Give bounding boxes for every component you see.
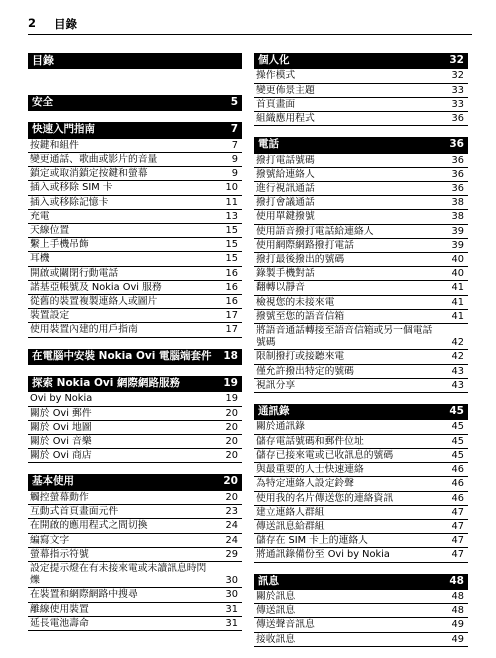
entry-title: 儲存電話號碼和郵件位址 bbox=[256, 435, 364, 447]
entry-page-number: 31 bbox=[225, 617, 238, 629]
entry-page-number: 24 bbox=[225, 534, 238, 546]
entry-page-number: 7 bbox=[231, 139, 238, 151]
header-title: 目錄 bbox=[54, 17, 77, 31]
entry-page-number: 17 bbox=[225, 310, 238, 322]
entry-page-number: 46 bbox=[451, 492, 464, 504]
entry-page-number: 42 bbox=[451, 351, 464, 363]
entry-page-number: 47 bbox=[451, 520, 464, 532]
left-column bbox=[28, 53, 242, 642]
section-page-number: 7 bbox=[230, 123, 238, 136]
entry-page-number: 45 bbox=[451, 435, 464, 447]
section-heading[interactable] bbox=[254, 574, 468, 590]
entry-page-number: 46 bbox=[451, 478, 464, 490]
entry-page-number: 10 bbox=[225, 182, 238, 194]
entry-title: 為特定連絡人設定鈴聲 bbox=[256, 478, 354, 490]
entry-page-number: 39 bbox=[451, 225, 464, 237]
entry-title: 天線位置 bbox=[30, 225, 70, 237]
section-heading[interactable] bbox=[28, 474, 242, 490]
entry-title: 視訊分享 bbox=[256, 379, 296, 391]
toc-entry[interactable] bbox=[254, 324, 468, 350]
toc-entry[interactable] bbox=[254, 365, 468, 379]
entry-title: 使用裝置內建的用戶指南 bbox=[30, 324, 138, 336]
entry-page-number: 13 bbox=[225, 210, 238, 222]
entry-title: 操作模式 bbox=[256, 70, 296, 82]
entry-page-number: 11 bbox=[225, 196, 238, 208]
entry-page-number: 23 bbox=[225, 506, 238, 518]
entry-page-number: 49 bbox=[451, 619, 464, 631]
entry-title: 錄製手機對話 bbox=[256, 268, 315, 280]
toc-entry[interactable] bbox=[254, 84, 468, 98]
toc-entry[interactable] bbox=[254, 604, 468, 618]
entry-title: 與最重要的人士快速連絡 bbox=[256, 464, 364, 476]
toc-entry[interactable] bbox=[28, 548, 242, 562]
page-number: 2 bbox=[28, 16, 37, 30]
toc-entry[interactable] bbox=[28, 617, 242, 631]
toc-entry[interactable] bbox=[254, 98, 468, 112]
entry-page-number: 46 bbox=[451, 464, 464, 476]
section-heading[interactable] bbox=[28, 376, 242, 392]
toc-entry[interactable] bbox=[254, 420, 468, 434]
toc-entry[interactable] bbox=[28, 588, 242, 602]
entry-title: 使用我的名片傳送您的連絡資訊 bbox=[256, 492, 394, 504]
toc-entry[interactable] bbox=[28, 421, 242, 435]
entry-title: 從舊的裝置複製連絡人或圖片 bbox=[30, 296, 158, 308]
entry-title: 裝置設定 bbox=[30, 310, 70, 322]
toc-entry[interactable] bbox=[254, 267, 468, 281]
entry-title: 儲存已接來電或已收訊息的號碼 bbox=[256, 449, 394, 461]
toc-entry[interactable] bbox=[28, 252, 242, 266]
toc-entry[interactable] bbox=[254, 463, 468, 477]
section-heading[interactable] bbox=[28, 95, 242, 111]
entry-title: 撥打最後撥出的號碼 bbox=[256, 254, 345, 266]
toc-entry[interactable] bbox=[254, 506, 468, 520]
toc-entry[interactable] bbox=[254, 154, 468, 168]
right-column bbox=[254, 53, 468, 658]
toc-entry[interactable] bbox=[28, 295, 242, 309]
toc-entry[interactable] bbox=[28, 238, 242, 252]
section-heading[interactable] bbox=[254, 137, 468, 153]
entry-title: 使用單鍵撥號 bbox=[256, 211, 315, 223]
toc-entry[interactable] bbox=[254, 210, 468, 224]
entry-page-number: 31 bbox=[225, 603, 238, 615]
toc-entry[interactable] bbox=[28, 534, 242, 548]
entry-title: 觸控螢幕動作 bbox=[30, 491, 89, 503]
entry-page-number: 20 bbox=[225, 436, 238, 448]
toc-title: 目錄 bbox=[28, 53, 242, 69]
section-heading[interactable] bbox=[28, 122, 242, 138]
section-page-number: 32 bbox=[449, 54, 464, 66]
entry-page-number: 20 bbox=[225, 491, 238, 503]
entry-title: 限制撥打或接聽來電 bbox=[256, 351, 345, 363]
toc-entry[interactable] bbox=[254, 168, 468, 182]
toc-entry[interactable] bbox=[254, 477, 468, 491]
entry-title: 關於 Ovi 音樂 bbox=[30, 436, 92, 448]
entry-title: 撥打電話號碼 bbox=[256, 154, 315, 166]
entry-page-number: 43 bbox=[451, 379, 464, 391]
toc-entry[interactable] bbox=[28, 603, 242, 617]
toc-section bbox=[28, 474, 242, 630]
entry-title: 離線使用裝置 bbox=[30, 603, 89, 615]
toc-entry[interactable] bbox=[28, 392, 242, 406]
section-page-number: 19 bbox=[223, 377, 238, 390]
entry-page-number: 20 bbox=[225, 450, 238, 462]
entry-title: Ovi by Nokia bbox=[30, 393, 93, 405]
toc-entry[interactable] bbox=[254, 534, 468, 548]
entry-title: 儲存在 SIM 卡上的連絡人 bbox=[256, 535, 368, 547]
toc-section bbox=[28, 349, 242, 365]
section-title: 訊息 bbox=[258, 574, 279, 587]
entry-title: 進行視訊通話 bbox=[256, 183, 315, 195]
toc-entry[interactable] bbox=[254, 548, 468, 562]
entry-title: 互動式首頁畫面元件 bbox=[30, 506, 119, 518]
entry-page-number: 43 bbox=[451, 365, 464, 377]
toc-entry[interactable] bbox=[28, 153, 242, 167]
entry-title: 撥打會議通話 bbox=[256, 197, 315, 209]
toc-entry[interactable] bbox=[28, 309, 242, 323]
toc-entry[interactable] bbox=[254, 253, 468, 267]
entry-page-number: 15 bbox=[225, 253, 238, 265]
toc-entry[interactable] bbox=[28, 407, 242, 421]
entry-page-number: 24 bbox=[225, 520, 238, 532]
section-title: 電話 bbox=[258, 138, 279, 151]
entry-title: 變更通話、歌曲或影片的音量 bbox=[30, 154, 158, 166]
toc-entry[interactable] bbox=[254, 590, 468, 604]
entry-title: 按鍵和組件 bbox=[30, 139, 79, 151]
section-heading[interactable] bbox=[28, 349, 242, 365]
toc-entry[interactable] bbox=[28, 435, 242, 449]
entry-title: 檢視您的未接來電 bbox=[256, 296, 335, 308]
toc-entry[interactable] bbox=[28, 267, 242, 281]
toc-entry[interactable] bbox=[254, 310, 468, 324]
toc-entry[interactable] bbox=[254, 350, 468, 364]
entry-page-number: 38 bbox=[451, 197, 464, 209]
entry-title: 接收訊息 bbox=[256, 633, 296, 645]
entry-page-number: 33 bbox=[451, 98, 464, 110]
entry-page-number: 36 bbox=[451, 168, 464, 180]
entry-title: 螢幕指示符號 bbox=[30, 548, 89, 560]
entry-page-number: 47 bbox=[451, 535, 464, 547]
toc-entry[interactable] bbox=[28, 519, 242, 533]
toc-entry[interactable] bbox=[254, 69, 468, 83]
section-page-number: 36 bbox=[449, 138, 464, 151]
toc-section bbox=[254, 574, 468, 647]
toc-entry[interactable] bbox=[254, 520, 468, 534]
entry-page-number: 20 bbox=[225, 421, 238, 433]
entry-title: 關於 Ovi 郵件 bbox=[30, 407, 92, 419]
entry-page-number: 30 bbox=[225, 575, 238, 587]
toc-entry[interactable] bbox=[254, 618, 468, 632]
entry-page-number: 49 bbox=[451, 633, 464, 645]
entry-title: 使用語音撥打電話給連絡人 bbox=[256, 225, 374, 237]
toc-entry[interactable] bbox=[28, 281, 242, 295]
entry-page-number: 41 bbox=[451, 310, 464, 322]
entry-page-number: 41 bbox=[451, 282, 464, 294]
toc-entry[interactable] bbox=[254, 225, 468, 239]
entry-page-number: 36 bbox=[451, 113, 464, 125]
toc-entry[interactable] bbox=[28, 210, 242, 224]
entry-page-number: 15 bbox=[225, 239, 238, 251]
entry-title: 鎖定或取消鎖定按鍵和螢幕 bbox=[30, 168, 148, 180]
toc-entry[interactable] bbox=[28, 491, 242, 505]
entry-page-number: 47 bbox=[451, 549, 464, 561]
entry-page-number: 33 bbox=[451, 84, 464, 96]
entry-title: 傳送訊息 bbox=[256, 605, 296, 617]
entry-page-number: 16 bbox=[225, 267, 238, 279]
toc-entry[interactable] bbox=[254, 379, 468, 393]
toc-section bbox=[254, 137, 468, 393]
toc-section bbox=[28, 122, 242, 337]
entry-page-number: 45 bbox=[451, 421, 464, 433]
entry-page-number: 20 bbox=[225, 407, 238, 419]
section-page-number: 18 bbox=[223, 349, 238, 362]
entry-title: 延長電池壽命 bbox=[30, 617, 89, 629]
toc-section bbox=[28, 95, 242, 111]
entry-title: 在裝置和網際網路中搜尋 bbox=[30, 589, 138, 601]
toc-section bbox=[28, 376, 242, 463]
entry-title: 開啟或關閉行動電話 bbox=[30, 267, 119, 279]
entry-title: 編寫文字 bbox=[30, 534, 70, 546]
entry-title: 組織應用程式 bbox=[256, 113, 315, 125]
entry-page-number: 15 bbox=[225, 225, 238, 237]
entry-title: 關於 Ovi 地圖 bbox=[30, 421, 92, 433]
toc-entry[interactable] bbox=[28, 181, 242, 195]
toc-entry[interactable] bbox=[254, 633, 468, 647]
entry-title: 僅允許撥出特定的號碼 bbox=[256, 365, 354, 377]
section-title: 基本使用 bbox=[32, 475, 74, 488]
entry-page-number: 41 bbox=[451, 296, 464, 308]
section-title: 通訊錄 bbox=[258, 405, 290, 418]
toc-entry[interactable] bbox=[28, 167, 242, 181]
entry-page-number: 9 bbox=[231, 154, 238, 166]
entry-page-number: 16 bbox=[225, 281, 238, 293]
section-page-number: 20 bbox=[223, 475, 238, 488]
entry-page-number: 19 bbox=[225, 393, 238, 405]
toc-entry[interactable] bbox=[28, 449, 242, 463]
entry-page-number: 36 bbox=[451, 154, 464, 166]
entry-page-number: 40 bbox=[451, 268, 464, 280]
section-heading[interactable] bbox=[254, 404, 468, 420]
section-heading[interactable] bbox=[254, 53, 468, 69]
section-page-number: 5 bbox=[230, 96, 238, 108]
toc-entry[interactable] bbox=[28, 562, 242, 588]
entry-title: 插入或移除 SIM 卡 bbox=[30, 182, 113, 194]
entry-page-number: 29 bbox=[225, 548, 238, 560]
entry-page-number: 30 bbox=[225, 589, 238, 601]
entry-title: 翻轉以靜音 bbox=[256, 282, 305, 294]
entry-title: 關於通訊錄 bbox=[256, 421, 305, 433]
section-title: 快速入門指南 bbox=[32, 123, 95, 136]
entry-page-number: 32 bbox=[451, 70, 464, 82]
entry-title: 關於訊息 bbox=[256, 590, 296, 602]
toc-entry[interactable] bbox=[254, 182, 468, 196]
section-title: 個人化 bbox=[258, 54, 290, 66]
entry-title: 繫上手機吊飾 bbox=[30, 239, 89, 251]
entry-page-number: 48 bbox=[451, 605, 464, 617]
toc-section bbox=[254, 404, 468, 562]
entry-page-number: 38 bbox=[451, 211, 464, 223]
entry-title: 首頁畫面 bbox=[256, 98, 296, 110]
entry-page-number: 40 bbox=[451, 254, 464, 266]
section-title: 探索 Nokia Ovi 網際網路服務 bbox=[32, 377, 181, 390]
section-page-number: 45 bbox=[449, 405, 464, 418]
entry-title: 撥號給連絡人 bbox=[256, 168, 315, 180]
entry-title: 將語音通話轉接至語音信箱或另一個電話號碼 bbox=[256, 325, 433, 349]
entry-title: 撥號至您的語音信箱 bbox=[256, 310, 345, 322]
entry-title: 傳送訊息給群組 bbox=[256, 520, 325, 532]
entry-page-number: 17 bbox=[225, 324, 238, 336]
page-header bbox=[28, 14, 472, 35]
entry-page-number: 36 bbox=[451, 183, 464, 195]
entry-page-number: 16 bbox=[225, 296, 238, 308]
entry-title: 使用網際網路撥打電話 bbox=[256, 239, 354, 251]
entry-page-number: 9 bbox=[231, 168, 238, 180]
toc-section bbox=[254, 53, 468, 126]
entry-title: 關於 Ovi 商店 bbox=[30, 450, 92, 462]
entry-title: 充電 bbox=[30, 210, 50, 222]
entry-title: 諾基亞帳號及 Nokia Ovi 服務 bbox=[30, 281, 162, 293]
toc-entry[interactable] bbox=[254, 281, 468, 295]
toc-entry[interactable] bbox=[28, 323, 242, 337]
entry-title: 插入或移除記憶卡 bbox=[30, 196, 109, 208]
toc-entry[interactable] bbox=[28, 505, 242, 519]
toc-entry[interactable] bbox=[254, 492, 468, 506]
entry-title: 設定提示燈在有未接來電或未讀訊息時閃爍 bbox=[30, 562, 207, 587]
toc-entry[interactable] bbox=[28, 196, 242, 210]
entry-page-number: 47 bbox=[451, 506, 464, 518]
toc-entry[interactable] bbox=[28, 139, 242, 153]
entry-title: 在開啟的應用程式之間切換 bbox=[30, 520, 148, 532]
toc-entry[interactable] bbox=[28, 224, 242, 238]
section-title: 在電腦中安裝 Nokia Ovi 電腦端套件 bbox=[32, 349, 212, 362]
entry-title: 耳機 bbox=[30, 253, 50, 265]
entry-title: 建立連絡人群組 bbox=[256, 506, 325, 518]
entry-page-number: 39 bbox=[451, 239, 464, 251]
toc-entry[interactable] bbox=[254, 112, 468, 126]
entry-title: 變更佈景主題 bbox=[256, 84, 315, 96]
entry-title: 傳送聲音訊息 bbox=[256, 619, 315, 631]
section-title: 安全 bbox=[32, 96, 53, 108]
entry-title: 將通訊錄備份至 Ovi by Nokia bbox=[256, 549, 390, 561]
entry-page-number: 42 bbox=[451, 337, 464, 349]
entry-page-number: 48 bbox=[451, 590, 464, 602]
toc-entry[interactable] bbox=[254, 449, 468, 463]
entry-page-number: 45 bbox=[451, 449, 464, 461]
toc-entry[interactable] bbox=[254, 196, 468, 210]
toc-entry[interactable] bbox=[254, 435, 468, 449]
section-page-number: 48 bbox=[449, 574, 464, 587]
toc-entry[interactable] bbox=[254, 239, 468, 253]
toc-entry[interactable] bbox=[254, 296, 468, 310]
